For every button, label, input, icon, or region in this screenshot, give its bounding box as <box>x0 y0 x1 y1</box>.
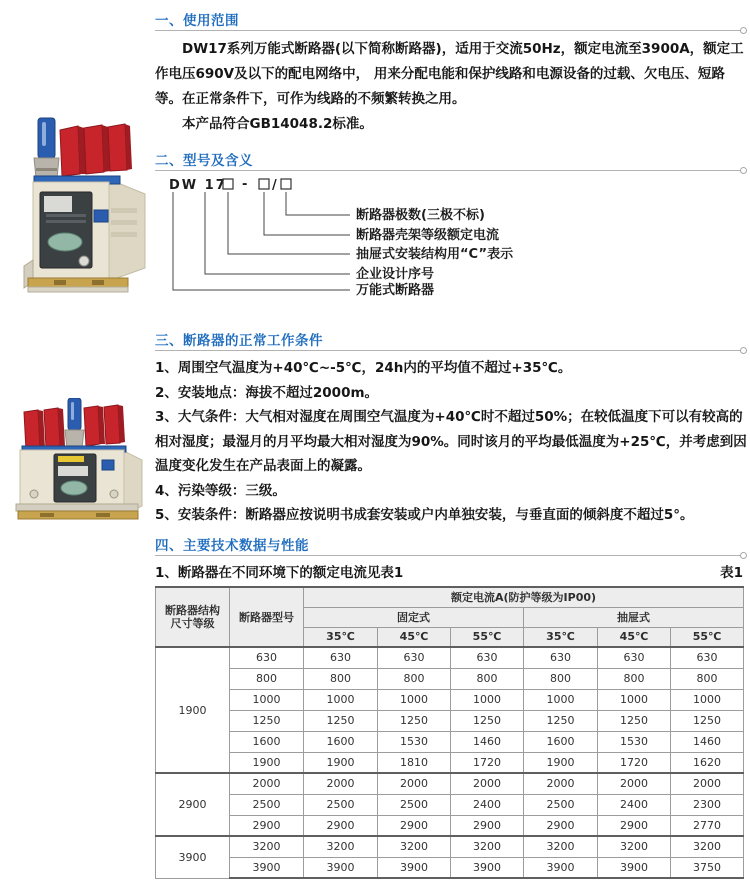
model-placeholder-box <box>281 179 291 189</box>
breaker2-secondary-plug <box>102 460 114 470</box>
condition-item: 4、污染等级：三级。 <box>155 482 286 499</box>
value-cell: 630 <box>671 647 744 668</box>
header-model: 断路器型号 <box>230 587 304 647</box>
table-caption-row <box>155 561 743 581</box>
section-divider <box>155 350 741 351</box>
value-cell: 2900 <box>378 815 451 836</box>
model-dash-text: - <box>242 177 248 192</box>
value-cell: 1460 <box>451 731 524 752</box>
header-frame-size-line2: 尺寸等级 <box>170 617 215 630</box>
value-cell: 1720 <box>451 752 524 773</box>
breaker1-front-panel <box>40 192 92 268</box>
value-cell: 3200 <box>598 836 671 857</box>
model-cell: 630 <box>230 647 304 668</box>
section-title-technical-data: 四、主要技术数据与性能 <box>155 538 309 554</box>
group-size-cell: 2900 <box>156 773 230 836</box>
model-cell: 1000 <box>230 689 304 710</box>
value-cell: 630 <box>304 647 378 668</box>
breaker2-charging-handle <box>65 398 84 448</box>
value-cell: 1530 <box>598 731 671 752</box>
breaker1-dial <box>79 256 89 266</box>
model-cell: 3900 <box>230 857 304 878</box>
diagram-connector-lines <box>173 192 350 290</box>
model-cell: 2500 <box>230 794 304 815</box>
value-cell: 3900 <box>378 857 451 878</box>
model-slash-text: / <box>272 178 277 193</box>
working-conditions-list <box>155 356 747 528</box>
divider-end-dot-icon <box>740 27 747 34</box>
value-cell: 3900 <box>451 857 524 878</box>
diagram-label-acb: 万能式断路器 <box>356 283 435 298</box>
section-divider <box>155 555 741 556</box>
header-temp: 45℃ <box>598 627 671 647</box>
value-cell: 3200 <box>451 836 524 857</box>
header-frame-size-line1: 断路器结构 <box>165 604 220 617</box>
breaker2-operating-knob <box>61 481 87 495</box>
value-cell: 2900 <box>524 815 598 836</box>
value-cell: 2300 <box>671 794 744 815</box>
diagram-label-frame-current: 断路器壳架等级额定电流 <box>356 228 500 243</box>
value-cell: 1720 <box>598 752 671 773</box>
breaker1-operating-knob <box>48 233 82 251</box>
table-row <box>156 794 744 815</box>
value-cell: 1000 <box>378 689 451 710</box>
model-cell: 3200 <box>230 836 304 857</box>
breaker2-label-strip <box>58 456 84 462</box>
breaker1-secondary-plug <box>94 210 108 222</box>
condition-item: 1、周围空气温度为+40℃~-5℃，24h内的平均值不超过+35℃。 <box>155 360 572 376</box>
standard-paragraph: 本产品符合GB14048.2标准。 <box>182 116 373 132</box>
table-row <box>156 668 744 689</box>
value-cell: 3200 <box>304 836 378 857</box>
model-cell: 2900 <box>230 815 304 836</box>
header-temp: 55℃ <box>671 627 744 647</box>
model-cell: 2000 <box>230 773 304 794</box>
breaker2-screw <box>110 490 118 498</box>
table-row <box>156 815 744 836</box>
value-cell: 2000 <box>378 773 451 794</box>
value-cell: 2400 <box>598 794 671 815</box>
value-cell: 800 <box>524 668 598 689</box>
value-cell: 1600 <box>524 731 598 752</box>
usage-paragraph: DW17系列万能式断路器(以下简称断路器)，适用于交流50Hz，额定电流至3900A，额定工作电压690V及以下的配电网络中， 用来分配电能和保护线路和电源设备的过载、欠电压、短路等。在正常条件下，可作为线路的不频繁转换之用。 <box>155 41 744 107</box>
value-cell: 2900 <box>451 815 524 836</box>
value-cell: 1600 <box>304 731 378 752</box>
value-cell: 1000 <box>524 689 598 710</box>
divider-end-dot-icon <box>740 552 747 559</box>
table-row <box>156 752 744 773</box>
value-cell: 3900 <box>524 857 598 878</box>
condition-item: 3、大气条件：大气相对湿度在周围空气温度为+40℃时不超过50%；在较低温度下可以有较高的相对湿度；最湿月的月平均最大相对湿度为90%。同时该月的平均最低温度为+25℃，并考虑到因温度变化发生在产品表面上的凝露。 <box>155 409 747 474</box>
section-title-model-meaning: 二、型号及含义 <box>155 153 253 169</box>
diagram-label-drawout: 抽屉式安装结构用“C”表示 <box>356 247 514 262</box>
value-cell: 3750 <box>671 857 744 878</box>
value-cell: 1250 <box>378 710 451 731</box>
value-cell: 1250 <box>304 710 378 731</box>
divider-end-dot-icon <box>740 347 747 354</box>
value-cell: 2000 <box>671 773 744 794</box>
value-cell: 1000 <box>451 689 524 710</box>
value-cell: 3900 <box>598 857 671 878</box>
value-cell: 1530 <box>378 731 451 752</box>
value-cell: 1250 <box>451 710 524 731</box>
value-cell: 2000 <box>451 773 524 794</box>
value-cell: 1250 <box>598 710 671 731</box>
value-cell: 1250 <box>524 710 598 731</box>
breaker2-base-frame <box>16 504 138 519</box>
header-temp: 45℃ <box>378 627 451 647</box>
value-cell: 630 <box>451 647 524 668</box>
model-cell: 1250 <box>230 710 304 731</box>
header-rated-current: 额定电流A(防护等级为IP00) <box>304 587 744 607</box>
breaker1-arc-chutes <box>60 124 132 176</box>
value-cell: 2000 <box>304 773 378 794</box>
value-cell: 2500 <box>524 794 598 815</box>
model-cell: 1900 <box>230 752 304 773</box>
condition-item: 5、安装条件：断路器应按说明书成套安装或户内单独安装，与垂直面的倾斜度不超过5°。 <box>155 507 694 523</box>
value-cell: 630 <box>524 647 598 668</box>
value-cell: 1000 <box>671 689 744 710</box>
value-cell: 2900 <box>598 815 671 836</box>
breaker2-screw <box>30 490 38 498</box>
value-cell: 2500 <box>304 794 378 815</box>
section-divider <box>155 170 741 171</box>
diagram-label-poles: 断路器极数(三极不标) <box>356 208 485 223</box>
value-cell: 800 <box>598 668 671 689</box>
group-size-cell: 1900 <box>156 647 230 773</box>
group-size-cell: 3900 <box>156 836 230 878</box>
table-row <box>156 647 744 668</box>
value-cell: 800 <box>451 668 524 689</box>
value-cell: 1460 <box>671 731 744 752</box>
header-temp: 35℃ <box>304 627 378 647</box>
value-cell: 2000 <box>598 773 671 794</box>
value-cell: 1620 <box>671 752 744 773</box>
breaker1-vent <box>111 208 137 213</box>
value-cell: 2400 <box>451 794 524 815</box>
value-cell: 3900 <box>304 857 378 878</box>
table-row <box>156 857 744 878</box>
table-tag: 表1 <box>720 565 743 581</box>
table-row <box>156 773 744 794</box>
breaker1-side-chassis <box>106 178 145 282</box>
table-row <box>156 689 744 710</box>
header-temp: 55℃ <box>451 627 524 647</box>
divider-end-dot-icon <box>740 167 747 174</box>
value-cell: 800 <box>378 668 451 689</box>
table-row <box>156 836 744 857</box>
model-cell: 800 <box>230 668 304 689</box>
value-cell: 1900 <box>304 752 378 773</box>
header-fixed-type: 固定式 <box>304 607 524 627</box>
breaker1-vent <box>111 232 137 237</box>
breaker1-vent <box>111 220 137 225</box>
table-note: 1、断路器在不同环境下的额定电流见表1 <box>155 565 404 581</box>
value-cell: 1250 <box>671 710 744 731</box>
value-cell: 2500 <box>378 794 451 815</box>
header-frame-size <box>156 587 230 647</box>
value-cell: 1810 <box>378 752 451 773</box>
usage-scope-paragraphs <box>155 37 747 137</box>
table-row <box>156 731 744 752</box>
section-title-working-conditions: 三、断路器的正常工作条件 <box>155 333 323 349</box>
section-title-usage-scope: 一、使用范围 <box>155 13 239 29</box>
rated-current-table <box>155 586 744 879</box>
value-cell: 1000 <box>598 689 671 710</box>
model-designation-diagram <box>155 176 745 316</box>
model-cell: 1600 <box>230 731 304 752</box>
value-cell: 630 <box>378 647 451 668</box>
value-cell: 2770 <box>671 815 744 836</box>
breaker-photo-1 <box>14 116 148 296</box>
value-cell: 3200 <box>671 836 744 857</box>
diagram-label-design-serial: 企业设计序号 <box>356 267 435 282</box>
value-cell: 3200 <box>524 836 598 857</box>
breaker1-charging-handle <box>34 118 59 178</box>
breaker2-front-panel <box>54 454 96 502</box>
value-cell: 1000 <box>304 689 378 710</box>
breaker-photo-2 <box>10 398 146 524</box>
value-cell: 2900 <box>304 815 378 836</box>
header-drawout-type: 抽屉式 <box>524 607 744 627</box>
value-cell: 3200 <box>378 836 451 857</box>
section-divider <box>155 30 741 31</box>
value-cell: 630 <box>598 647 671 668</box>
value-cell: 2000 <box>524 773 598 794</box>
table-row <box>156 710 744 731</box>
value-cell: 800 <box>671 668 744 689</box>
value-cell: 800 <box>304 668 378 689</box>
value-cell: 1900 <box>524 752 598 773</box>
header-temp: 35℃ <box>524 627 598 647</box>
condition-item: 2、安装地点：海拔不超过2000m。 <box>155 384 379 401</box>
model-prefix-text: DW 17 <box>169 178 227 193</box>
model-placeholder-box <box>259 179 269 189</box>
